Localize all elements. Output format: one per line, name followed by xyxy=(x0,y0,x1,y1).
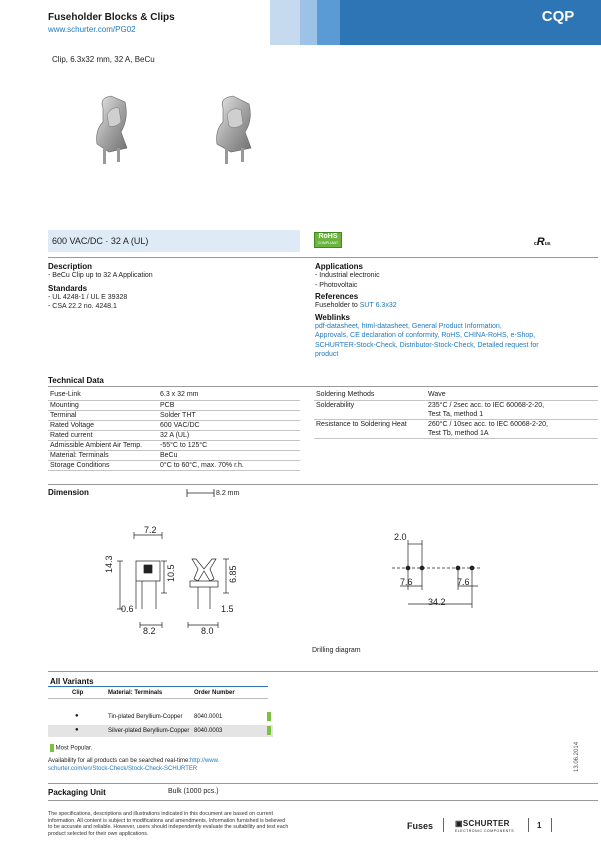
references-prefix: Fuseholder to xyxy=(315,302,358,309)
header-band-3 xyxy=(317,0,340,45)
weblinks-line-4[interactable]: product xyxy=(315,351,339,358)
tech-value-line: Test Tb, method 1A xyxy=(428,429,489,437)
packaging-title: Packaging Unit xyxy=(48,788,106,797)
drill-label-d2: 7.6 xyxy=(400,577,413,587)
footer-sep-2 xyxy=(528,818,529,832)
clip-photo-right xyxy=(217,96,251,164)
tech-row xyxy=(314,400,598,419)
footer-page: 1 xyxy=(537,821,542,830)
tech-value-line: 235°C / 2sec acc. to IEC 60068-2-20, xyxy=(428,401,545,409)
variant-bullet-2: ● xyxy=(75,727,79,733)
availability-text: Availability for all products can be searched real-time: xyxy=(48,758,190,764)
tech-row xyxy=(48,420,300,430)
rohs-badge xyxy=(314,232,342,248)
tech-key: Soldering Methods xyxy=(314,390,426,400)
brand-icon: ▣ xyxy=(455,819,463,828)
ul-ul: R xyxy=(536,236,545,248)
footer-line-1: The specifications, descriptions and illustrations indicated in this document are based on current xyxy=(48,811,273,817)
brand-text: SCHURTER xyxy=(462,819,510,828)
variants-rule xyxy=(48,686,268,687)
product-subtitle: Clip, 6.3x32 mm, 32 A, BeCu xyxy=(52,55,155,64)
divider-4 xyxy=(48,671,598,672)
tech-row xyxy=(48,410,300,420)
applications-item-1: - Industrial electronic xyxy=(315,272,380,279)
variants-header-clip: Clip xyxy=(72,690,84,696)
variant-row-2[interactable] xyxy=(48,725,273,737)
divider-5 xyxy=(48,783,598,784)
variants-title: All Variants xyxy=(50,677,94,686)
dim-label-b1: 8.2 xyxy=(143,626,156,636)
rating-text: 600 VAC/DC · 32 A (UL) xyxy=(52,236,149,246)
divider-2 xyxy=(48,386,598,387)
ul-c: c xyxy=(534,241,537,247)
tech-key: Rated current xyxy=(48,430,158,440)
tech-key: Mounting xyxy=(48,400,158,410)
footer-line-2: information. All content is subject to modifications and amendments. Information furnished is believed xyxy=(48,817,286,824)
applications-title: Applications xyxy=(315,262,364,271)
variant-order-2[interactable]: 8040.0003 xyxy=(194,728,223,734)
footer-category: Fuses xyxy=(407,821,434,831)
availability xyxy=(48,757,268,773)
references-link[interactable]: SUT 6.3x32 xyxy=(359,302,397,309)
tech-value-line: Test Ta, method 1 xyxy=(428,410,484,418)
standards-title: Standards xyxy=(48,283,88,293)
header-title: Fuseholder Blocks & Clips xyxy=(48,12,175,23)
tech-key: Fuse-Link xyxy=(48,390,158,400)
tech-row xyxy=(48,450,300,460)
tech-value: 0°C to 60°C, max. 70% r.h. xyxy=(158,460,300,470)
tech-row xyxy=(48,460,300,470)
legend xyxy=(50,744,92,752)
variant-row-1[interactable] xyxy=(48,711,273,723)
technical-title: Technical Data xyxy=(48,376,104,385)
packaging-value: Bulk (1000 pcs.) xyxy=(168,788,219,795)
clip-photo-left xyxy=(97,96,127,164)
dim-label-w1: 7.2 xyxy=(144,525,157,535)
header-url[interactable]: www.schurter.com/PG02 xyxy=(48,25,136,34)
variant-material-1: Tin-plated Beryllium-Copper xyxy=(108,714,183,720)
tech-value xyxy=(426,400,598,419)
dimension-title: Dimension xyxy=(48,488,89,497)
header-band-2 xyxy=(300,0,317,45)
variants-header-order: Order Number xyxy=(194,690,235,696)
dim-label-t: 0.6 xyxy=(121,604,134,614)
scale-label: 8.2 mm xyxy=(216,490,240,497)
ul-mark xyxy=(534,236,551,248)
tech-row xyxy=(48,440,300,450)
standards-item-1: - UL 4248-1 / UL E 39328 xyxy=(48,293,128,301)
weblinks-line-1[interactable]: pdf-datasheet, html-datasheet, General Product Information, xyxy=(315,322,502,330)
scale-bar xyxy=(186,488,216,498)
tech-key: Resistance to Soldering Heat xyxy=(314,419,426,438)
tech-row xyxy=(314,390,598,400)
tech-key: Terminal xyxy=(48,410,158,420)
dim-label-t2: 1.5 xyxy=(221,604,234,614)
dim-label-h3: 6.85 xyxy=(228,565,238,583)
tech-row xyxy=(48,430,300,440)
description-item: - BeCu Clip up to 32 A Application xyxy=(48,272,153,279)
variants-header-material: Material: Terminals xyxy=(108,690,163,696)
tech-value: PCB xyxy=(158,400,300,410)
footer-line-3: to be accurate and reliable. However, users should independently evaluate the suitability and test each xyxy=(48,824,289,831)
tech-row xyxy=(314,419,598,438)
footer-sep-3 xyxy=(551,818,552,832)
dim-label-b2: 8.0 xyxy=(201,626,214,636)
availability-link-1[interactable]: http://www. xyxy=(189,758,220,764)
tech-value xyxy=(426,419,598,438)
dim-label-h1: 14.3 xyxy=(104,555,114,573)
rohs-bottom: COMPLIANT xyxy=(317,241,339,245)
product-code: CQP xyxy=(541,8,575,25)
variant-order-1[interactable]: 8040.0001 xyxy=(194,714,223,720)
applications-item-2: - Photovoltaic xyxy=(315,281,358,289)
popular-marker-1 xyxy=(267,712,271,721)
tech-value: 600 VAC/DC xyxy=(158,420,300,430)
rating-bar xyxy=(48,230,300,252)
tech-value: BeCu xyxy=(158,450,300,460)
divider-3 xyxy=(48,484,598,485)
weblinks-line-2[interactable]: Approvals, CE declaration of conformity, RoHS, CHINA-RoHS, e-Shop, xyxy=(315,332,536,339)
popular-marker-2 xyxy=(267,726,271,735)
tech-table-right xyxy=(314,390,598,439)
info-left xyxy=(48,262,298,312)
weblinks-title: Weblinks xyxy=(315,312,350,322)
tech-key: Material: Terminals xyxy=(48,450,158,460)
legend-marker xyxy=(50,744,54,752)
references-line xyxy=(315,301,600,311)
product-photo xyxy=(85,88,285,193)
variants-header-rule xyxy=(48,698,268,699)
tech-value-line: 260°C / 10sec acc. to IEC 60068-2-20, xyxy=(428,420,548,428)
info-right xyxy=(315,262,600,360)
header-band-1 xyxy=(270,0,300,45)
tech-table-left xyxy=(48,390,300,471)
tech-value: -55°C to 125°C xyxy=(158,440,300,450)
description-title: Description xyxy=(48,262,93,271)
availability-link-2[interactable]: schurter.com/en/Stock-Check/Stock-Check-SCHURTER xyxy=(48,766,198,772)
drill-label-d1: 2.0 xyxy=(394,532,407,542)
variant-bullet-1: ● xyxy=(75,713,79,719)
footer-brand-sub: ELECTRONIC COMPONENTS xyxy=(455,829,515,833)
footer-line-4: product selected for their own applications. xyxy=(48,830,149,837)
date: 13.06.2014 xyxy=(574,741,580,772)
footer-sep-1 xyxy=(443,818,444,832)
tech-row xyxy=(48,390,300,400)
tech-key: Rated Voltage xyxy=(48,420,158,430)
dimension-drawing xyxy=(100,525,250,645)
variant-material-2: Silver-plated Beryllium-Copper xyxy=(108,728,190,734)
legend-text: Most Popular. xyxy=(55,745,93,752)
ul-us: us xyxy=(544,241,551,247)
tech-key: Solderability xyxy=(314,400,426,419)
standards-item-2: - CSA 22.2 no. 4248.1 xyxy=(48,303,117,310)
drill-label-d4: 34.2 xyxy=(428,597,446,607)
footer-disclaimer xyxy=(48,811,318,837)
tech-value-line: Wave xyxy=(428,391,446,398)
tech-value: 6.3 x 32 mm xyxy=(158,390,300,400)
drilling-caption: Drilling diagram xyxy=(312,647,361,654)
rohs-top: RoHS xyxy=(318,233,338,240)
tech-key: Admissible Ambient Air Temp. xyxy=(48,440,158,450)
tech-value: 32 A (UL) xyxy=(158,430,300,440)
divider-6 xyxy=(48,800,598,801)
tech-row xyxy=(48,400,300,410)
footer-brand xyxy=(455,819,510,828)
tech-key: Storage Conditions xyxy=(48,460,158,470)
drill-label-d3: 7.6 xyxy=(457,577,470,587)
tech-value xyxy=(426,390,598,400)
dim-label-h2: 10.5 xyxy=(166,564,176,582)
divider-1 xyxy=(48,257,598,258)
tech-value: Solder THT xyxy=(158,410,300,420)
references-title: References xyxy=(315,292,359,301)
weblinks-line-3[interactable]: SCHURTER-Stock-Check, Distributor-Stock-Check, Detailed request for xyxy=(315,341,539,349)
